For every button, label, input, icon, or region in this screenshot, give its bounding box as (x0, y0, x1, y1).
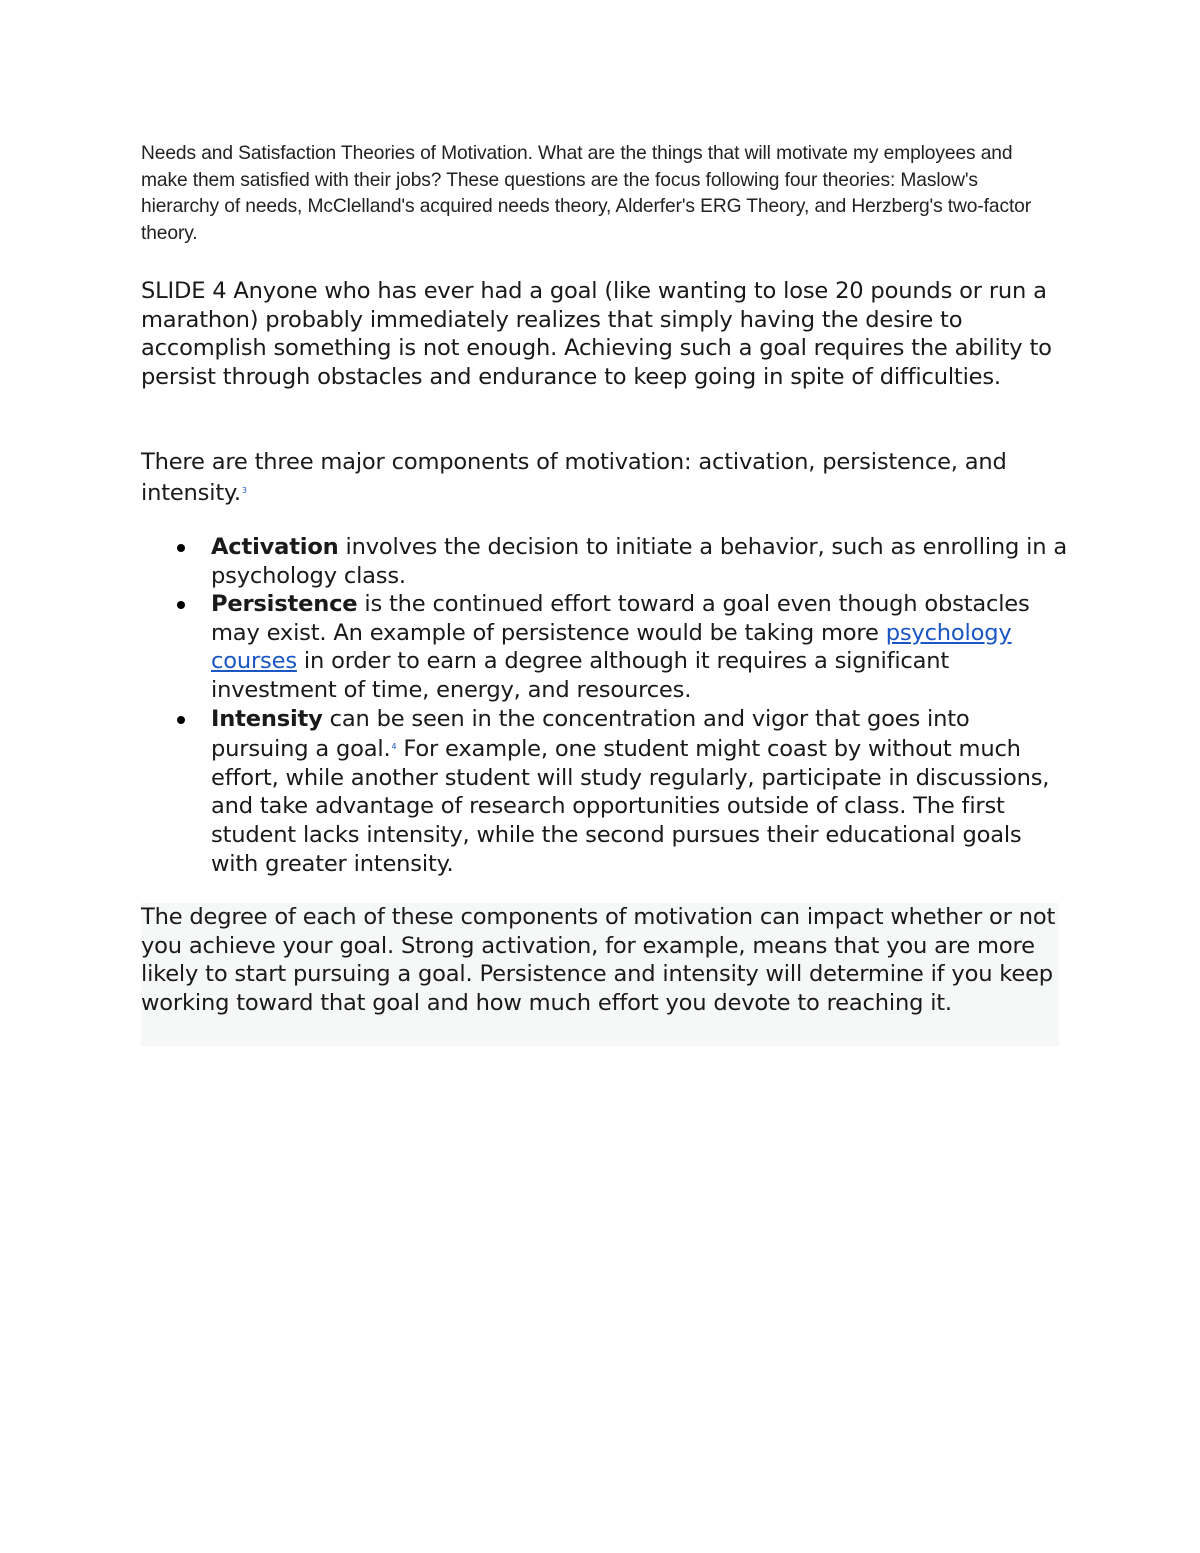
components-paragraph (141, 448, 1061, 507)
bullet-icon (177, 601, 185, 609)
activation-text: involves the decision to initiate a behavior, such as enrolling in a psychology class. (211, 534, 1067, 589)
term-activation: Activation (211, 534, 339, 560)
persistence-text-after: in order to earn a degree although it requires a significant investment of time, energy, and resources. (211, 648, 950, 703)
components-text: There are three major components of motivation: activation, persistence, and intensity. (141, 449, 1007, 506)
list-item-activation (141, 533, 1071, 590)
intensity-text-after: For example, one student might coast by without much effort, while another student will study regularly, participate in discussions, and take advantage of research opportunities outside of class. The first student lacks intensity, while the second pursues their educational goals with greater intensity. (211, 736, 1050, 877)
term-intensity: Intensity (211, 705, 323, 732)
psychology-courses-link[interactable]: psychology courses (211, 619, 1012, 675)
persistence-text-before: is the continued effort toward a goal even though obstacles may exist. An example of persistence would be taking more (211, 591, 1030, 646)
slide4-paragraph: SLIDE 4 Anyone who has ever had a goal (like wanting to lose 20 pounds or run a marathon) probably immediately realizes that simply having the desire to accomplish something is not enough. Achieving such a goal requires the ability to persist through obstacles and endurance to keep going in spite of difficulties. (141, 278, 1052, 390)
highlighted-paragraph-box (141, 903, 1059, 1046)
footnote-3-link[interactable]: 3 (241, 485, 247, 495)
intensity-text-before: can be seen in the concentration and vigor that goes into pursuing a goal. (211, 705, 970, 763)
list-item-persistence (141, 590, 1071, 704)
degree-paragraph: The degree of each of these components of motivation can impact whether or not you achieve your goal. Strong activation, for example, means that you are more likely to start pursuing a goal. Persistence and intensity will determine if you keep working toward that goal and how much effort you devote to reaching it. (141, 904, 1056, 1016)
components-list (141, 533, 1071, 878)
bullet-icon (177, 716, 185, 724)
bullet-icon (177, 544, 185, 552)
list-item-intensity (141, 705, 1071, 879)
intro-paragraph: Needs and Satisfaction Theories of Motivation. What are the things that will motivate my employees and make them satisfied with their jobs? These questions are the focus following four theories: Maslow's hierarchy of needs, McClelland's acquired needs theory, Alderfer's ERG Theory, and Herzberg's two-factor theory. (141, 143, 1032, 244)
term-persistence: Persistence (211, 591, 358, 618)
footnote-4-link[interactable]: 4 (391, 742, 397, 752)
